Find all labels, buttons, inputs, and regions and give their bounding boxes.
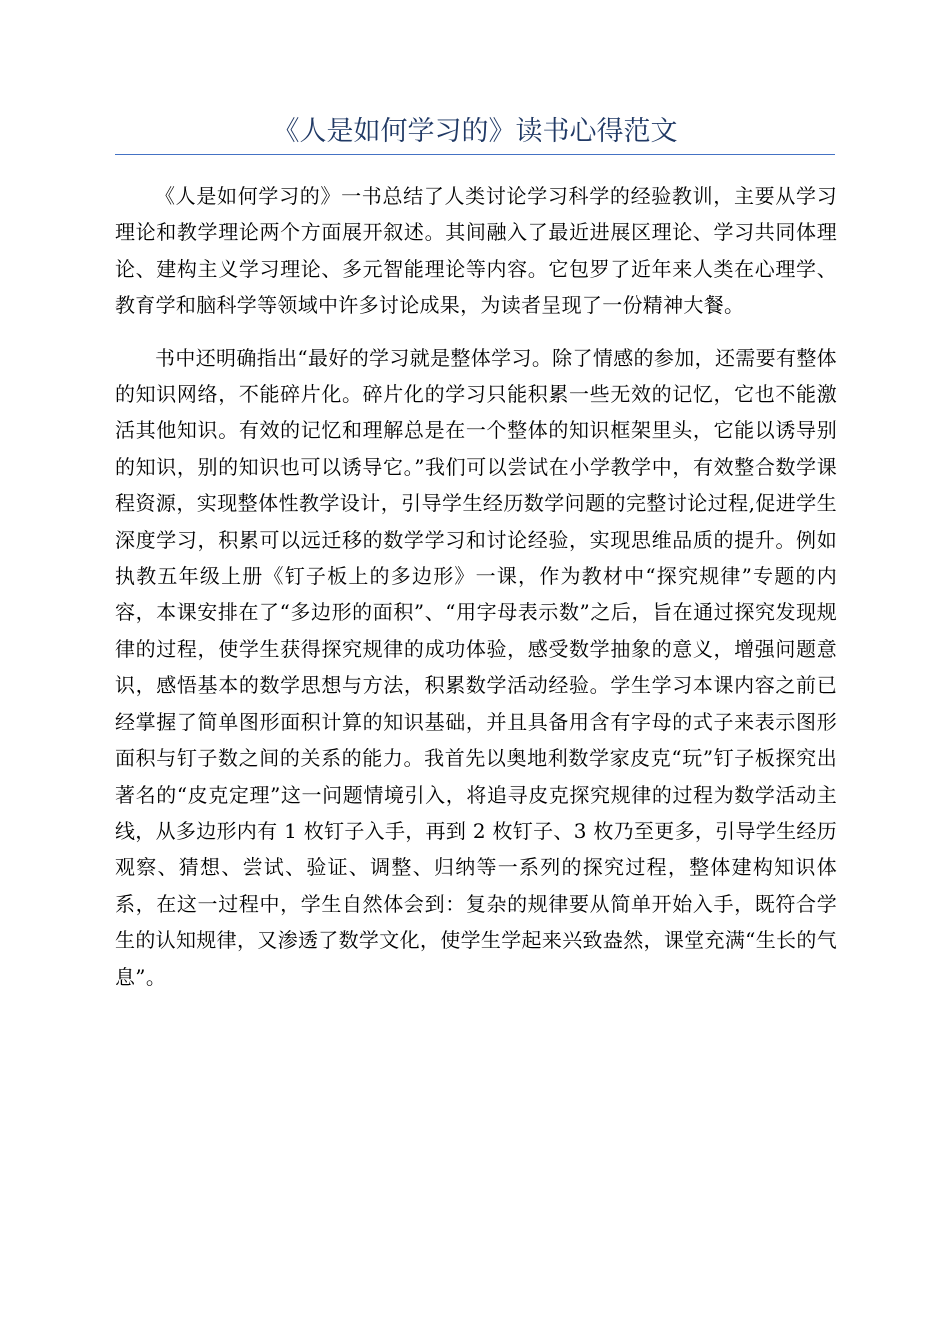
document-title: 《人是如何学习的》读书心得范文	[272, 116, 678, 147]
title-underline	[115, 154, 835, 155]
document-body	[115, 178, 837, 995]
paragraph-main: 书中还明确指出“最好的学习就是整体学习。除了情感的参加，还需要有整体的知识网络，不能碎片化。碎片化的学习只能积累一些无效的记忆，它也不能激活其他知识。有效的记忆和理解总是在一个整体的知识框架里头，它能以诱导别的知识，别的知识也可以诱导它。”我们可以尝试在小学教学中，有效整合数学课程资源，实现整体性教学设计，引导学生经历数学问题的完整讨论过程,促进学生深度学习，积累可以远迁移的数学学习和讨论经验，实现思维品质的提升。例如执教五年级上册《钉子板上的多边形》一课，作为教材中“探究规律”专题的内容，本课安排在了“多边形的面积”、“用字母表示数”之后，旨在通过探究发现规律的过程，使学生获得探究规律的成功体验，感受数学抽象的意义，增强问题意识，感悟基本的数学思想与方法，积累数学活动经验。学生学习本课内容之前已经掌握了简单图形面积计算的知识基础，并且具备用含有字母的式子来表示图形面积与钉子数之间的关系的能力。我首先以奥地利数学家皮克“玩”钉子板探究出著名的“皮克定理”这一问题情境引入，将追寻皮克探究规律的过程为数学活动主线，从多边形内有 1 枚钉子入手，再到 2 枚钉子、3 枚乃至更多，引导学生经历观察、猜想、尝试、验证、调整、归纳等一系列的探究过程，整体建构知识体系，在这一过程中，学生自然体会到：复杂的规律要从简单开始入手，既符合学生的认知规律，又渗透了数学文化，使学生学起来兴致盎然，课堂充满“生长的气息”。	[115, 345, 837, 989]
paragraph-intro: 《人是如何学习的》一书总结了人类讨论学习科学的经验教训，主要从学习理论和教学理论两个方面展开叙述。其间融入了最近进展区理论、学习共同体理论、建构主义学习理论、多元智能理论等内容。它包罗了近年来人类在心理学、教育学和脑科学等领域中许多讨论成果，为读者呈现了一份精神大餐。	[115, 184, 837, 318]
